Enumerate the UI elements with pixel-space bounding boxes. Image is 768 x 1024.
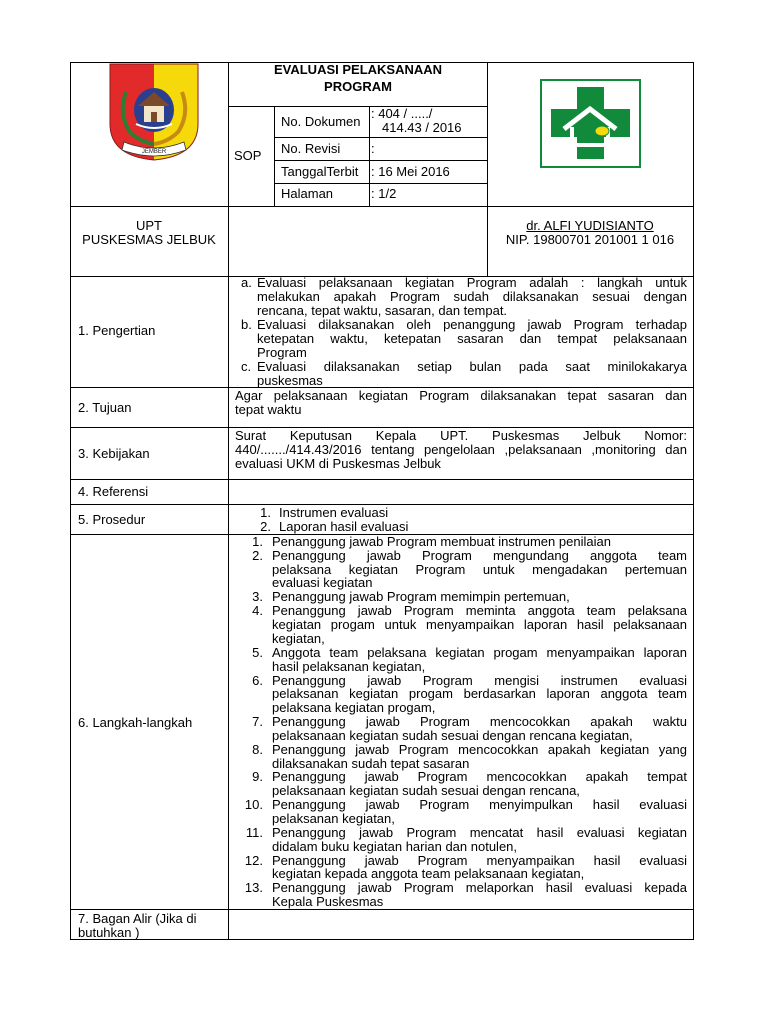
- list-line: ketepatan waktu, ketepatan sasaran dan tempat pelaksanaan: [257, 331, 687, 346]
- list-line: Penanggung jawab Program mengisi instrumen evaluasi: [272, 672, 687, 688]
- list-line: Penanggung jawab Program menyimpulkan hasil evaluasi: [272, 797, 687, 813]
- list-line: pelaksana kegiatan progam,: [272, 700, 436, 716]
- page-label: Halaman: [281, 186, 334, 201]
- list-line: Laporan hasil evaluasi: [279, 519, 409, 534]
- list-marker: 3.: [252, 589, 263, 605]
- list-line: pelaksanaan kegiatan sudah sesuai dengan rencana kegiatan,: [272, 727, 633, 743]
- regency-emblem-icon: [108, 62, 200, 162]
- list-marker: 13.: [244, 880, 263, 896]
- list-line: Penanggung jawab Program mencocokkan apakah kegiatan yang: [272, 741, 687, 757]
- list-line: Evaluasi pelaksanaan kegiatan Program adalah : langkah untuk: [257, 275, 687, 290]
- list-line: kegiatan progam untuk menyampaikan laporan hasil pelaksanaan: [272, 617, 687, 633]
- list-line: Anggota team pelaksana kegiatan progam menyampaikan laporan: [272, 644, 687, 660]
- list-line: Penanggung jawab Program memimpin pertemuan,: [272, 589, 570, 605]
- section-label-bagan-line1: 7. Bagan Alir (Jika di: [78, 911, 197, 926]
- doc-number-value: : 404 / ...../: [371, 106, 433, 121]
- list-line: kegiatan kepada anggota team pelaksanaan kegiatan,: [272, 866, 585, 882]
- tujuan-text: [235, 389, 687, 417]
- emblem-scroll-text: JEMBER: [141, 149, 167, 155]
- list-marker: c.: [241, 359, 252, 374]
- kebijakan-line2: 440/......./414.43/2016 tentang pengelolaan ,pelaksanaan ,monitoring dan: [235, 442, 687, 457]
- section-label-referensi: 4. Referensi: [78, 484, 149, 499]
- list-line: Penanggung jawab Program menyampaikan hasil evaluasi: [272, 852, 687, 868]
- list-line: hasil pelaksanan kegiatan,: [272, 658, 426, 674]
- list-marker: 9.: [252, 769, 263, 785]
- list-line: Penanggung jawab Program mencatat hasil evaluasi kegiatan: [272, 824, 687, 840]
- list-line: Penanggung jawab Program meminta anggota team pelaksana: [272, 603, 687, 619]
- signer-name: dr. ALFI YUDISIANTO: [526, 218, 654, 233]
- list-marker: 12.: [244, 852, 263, 868]
- list-line: Program: [257, 345, 307, 360]
- list-line: Penanggung jawab Program membuat instrumen penilaian: [272, 534, 611, 549]
- page-value: : 1/2: [371, 186, 397, 201]
- puskesmas-logo-icon: [540, 79, 641, 168]
- list-line: pelaksanaan kegiatan sudah sesuai dengan rencana,: [272, 783, 580, 799]
- list-marker: 1.: [252, 534, 263, 549]
- list-marker: 6.: [252, 672, 263, 688]
- list-marker: 10.: [244, 797, 263, 813]
- list-marker: 4.: [252, 603, 263, 619]
- list-line: dilaksanakan sudah tepat sasaran: [272, 755, 470, 771]
- list-line: melakukan apakah Program sudah dilaksanakan sesuai dengan: [257, 289, 687, 304]
- list-line: Penanggung jawab Program mencocokkan apakah tempat: [272, 769, 687, 785]
- tujuan-line2: tepat waktu: [235, 402, 302, 417]
- list-line: Penanggung jawab Program melaporkan hasil evaluasi kepada: [272, 880, 687, 896]
- list-marker: b.: [241, 317, 252, 332]
- list-line: Penanggung jawab Program mengundang anggota team: [272, 547, 687, 563]
- list-line: pelaksanan kegiatan,: [272, 810, 395, 826]
- list-line: Instrumen evaluasi: [279, 505, 389, 520]
- section-label-prosedur: 5. Prosedur: [78, 512, 146, 527]
- signer-nip: NIP. 19800701 201001 1 016: [505, 232, 675, 247]
- list-marker: 5.: [252, 644, 263, 660]
- section-label-kebijakan: 3. Kebijakan: [78, 446, 150, 461]
- section-label-pengertian: 1. Pengertian: [78, 323, 156, 338]
- issue-date-label: TanggalTerbit: [281, 164, 359, 179]
- list-line: didalam buku kegiatan harian dan notulen,: [272, 838, 518, 854]
- organization-line2: PUSKESMAS JELBUK: [82, 232, 216, 247]
- list-marker: 7.: [252, 714, 263, 729]
- list-marker: a.: [241, 275, 252, 290]
- issue-date-value: : 16 Mei 2016: [371, 164, 450, 179]
- document-title-line2: PROGRAM: [324, 79, 392, 94]
- section-label-langkah: 6. Langkah-langkah: [78, 715, 193, 730]
- doc-number-label: No. Dokumen: [281, 114, 361, 129]
- tujuan-line1: Agar pelaksanaan kegiatan Program dilaksanakan tepat sasaran dan: [235, 388, 687, 403]
- section-label-bagan-line2: butuhkan ): [78, 925, 140, 940]
- list-line: Penanggung jawab Program mencocokkan apakah waktu: [272, 714, 687, 729]
- document-title-line1: EVALUASI PELAKSANAAN: [273, 62, 443, 77]
- sop-label: SOP: [234, 148, 262, 163]
- list-line: puskesmas: [257, 373, 323, 388]
- kebijakan-line3: evaluasi UKM di Puskesmas Jelbuk: [235, 456, 441, 471]
- kebijakan-text: [235, 429, 687, 471]
- revision-value: :: [371, 141, 375, 156]
- list-line: Evaluasi dilaksanakan setiap bulan pada saat minilokakarya: [257, 359, 687, 374]
- list-marker: 8.: [252, 741, 263, 757]
- list-line: Kepala Puskesmas: [272, 894, 384, 910]
- list-line: kegiatan,: [272, 630, 325, 646]
- revision-label: No. Revisi: [281, 141, 341, 156]
- list-line: pelaksana kegiatan Program untuk mengadakan pertemuan: [272, 561, 687, 577]
- list-marker: 2.: [252, 547, 263, 563]
- list-line: Evaluasi dilaksanakan oleh penanggung jawab Program terhadap: [257, 317, 687, 332]
- organization-line1: UPT: [136, 218, 162, 233]
- list-line: evaluasi kegiatan: [272, 575, 373, 591]
- list-marker: 2.: [260, 519, 271, 534]
- list-marker: 1.: [260, 505, 271, 520]
- list-line: pelaksanan kegiatan progam berdasarkan laporan anggota team: [272, 686, 687, 702]
- doc-number-value-line2: 414.43 / 2016: [382, 120, 462, 135]
- kebijakan-line1: Surat Keputusan Kepala UPT. Puskesmas Jelbuk Nomor:: [235, 428, 687, 443]
- list-line: rencana, tepat waktu, sasaran, dan tempat.: [257, 303, 508, 318]
- list-marker: 11.: [245, 824, 263, 840]
- section-label-tujuan: 2. Tujuan: [78, 400, 132, 415]
